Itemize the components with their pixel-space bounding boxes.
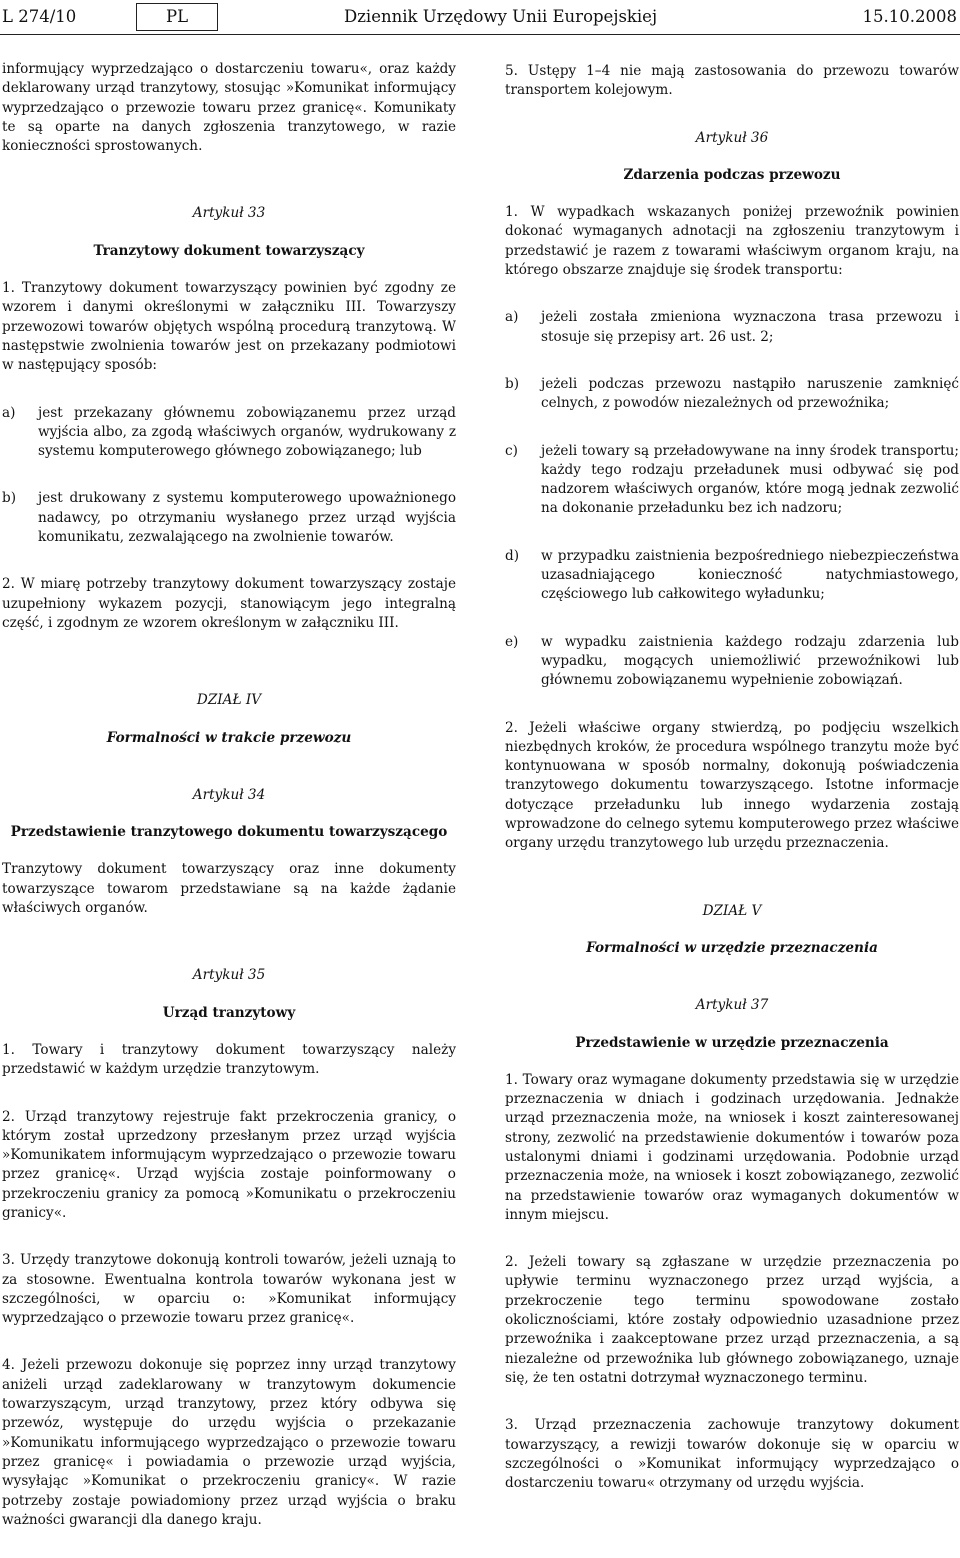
article-35-label: Artykuł 35: [192, 967, 266, 984]
right-column: [505, 62, 959, 1521]
list-item-text: jeżeli towary są przeładowywane na inny środek transportu; każdy tego rodzaju przeładunek musi odbywać się pod nadzorem właściwych organów, które mogą jednak zezwolić na dokonanie przeładunku bez ich nadzoru;: [541, 442, 959, 517]
list-item-label: b): [505, 375, 520, 392]
article-33-paragraph-1: 1. Tranzytowy dokument towarzyszący powinien być zgodny ze wzorem i danymi określonymi w załączniku III. Towarzyszy przewozowi towarów objętych wspólną procedurą tranzytową. W następstwie zwolnienia towarów jest on przekazany podmiotowi w następujący sposób:: [2, 280, 456, 374]
section-4-title: Formalności w trakcie przewozu: [106, 729, 352, 746]
intro-paragraph: informujący wyprzedzająco o dostarczeniu towaru«, oraz każdy deklarowany urząd tranzytowy, stosując »Komunikat informujący wyprzedzająco o przewozie towaru przez granicę«. Komunikaty te są oparte na danych zgłoszenia tranzytowego, w razie konieczności sprostowanych.: [2, 61, 456, 155]
list-item-text: w przypadku zaistnienia bezpośredniego niebezpieczeństwa uzasadniającego konieczność natychmiastowego, częściowego lub całkowitego wyładunku;: [541, 547, 959, 603]
section-5-label: DZIAŁ V: [702, 902, 762, 919]
list-item: [505, 547, 959, 605]
list-item-label: c): [505, 442, 518, 459]
list-item: [505, 375, 959, 414]
article-35-paragraph-3: 3. Urzędy tranzytowe dokonują kontroli towarów, jeżeli uznają to za stosowne. Ewentualna kontrola towarów wykonana jest w szczególności, w oparciu o: »Komunikat informujący wyprzedzająco o przewozie towaru przez granicę«.: [2, 1252, 456, 1327]
article-37-paragraph-2: 2. Jeżeli towary są zgłaszane w urzędzie przeznaczenia po upływie terminu wyznaczonego przez urząd wyjścia, a przekroczenie tego terminu spowodowane zostało okolicznościami, które zostały odpowiednio uzasadnione przez przewoźnika i zaakceptowane przez urząd przeznaczenia, a są niezależne od przewoźnika lub głównego zobowiązanego, uznaje się, że ten ostatni dotrzymał wyznaczonego terminu.: [505, 1254, 959, 1386]
article-33-paragraph-2: 2. W miarę potrzeby tranzytowy dokument towarzyszący zostaje uzupełniony wykazem pozycji, stanowiącym jego integralną część, i zgodnym ze wzorem określonym w załączniku III.: [2, 576, 456, 631]
list-item-label: a): [505, 309, 519, 326]
list-item: [2, 489, 456, 547]
journal-title: Dziennik Urzędowy Unii Europejskiej: [344, 7, 658, 26]
language-badge: PL: [136, 3, 218, 31]
list-item-text: jest przekazany głównemu zobowiązanemu przez urząd wyjścia albo, za zgodą właściwych organów, wydrukowany z systemu komputerowego głównego zobowiązanego; lub: [38, 404, 456, 460]
section-4-label: DZIAŁ IV: [196, 692, 262, 709]
article-33-label: Artykuł 33: [192, 205, 266, 222]
article-37-label: Artykuł 37: [695, 997, 769, 1014]
list-item-text: w wypadku zaistnienia każdego rodzaju zdarzenia lub wypadku, mogących uniemożliwić przewoźnikowi lub głównemu zobowiązanemu wypełnienie zobowiązań.: [541, 633, 959, 689]
list-item: [505, 308, 959, 347]
publication-date: 15.10.2008: [862, 7, 957, 26]
list-item-text: jest drukowany z systemu komputerowego upoważnionego nadawcy, po otrzymaniu wysłanego przez urząd wyjścia komunikatu, zezwalającego na zwolnienie towarów.: [38, 490, 456, 546]
list-item: [505, 442, 959, 519]
list-item: [2, 404, 456, 462]
article-36-label: Artykuł 36: [695, 129, 769, 146]
article-34-title: Przedstawienie tranzytowego dokumentu towarzyszącego: [10, 824, 448, 841]
article-35-paragraph-1: 1. Towary i tranzytowy dokument towarzyszący należy przedstawić w każdym urzędzie tranzytowym.: [2, 1041, 456, 1078]
list-item-label: b): [2, 490, 17, 507]
article-37-title: Przedstawienie w urzędzie przeznaczenia: [575, 1034, 889, 1051]
article-36-paragraph-1: 1. W wypadkach wskazanych poniżej przewoźnik powinien dokonać wymaganych adnotacji na zgłoszeniu tranzytowym i przedstawić je razem z towarami właściwym organom kraju, na którego obszarze znajduje się środek transportu:: [505, 204, 959, 279]
list-item-text: jeżeli podczas przewozu nastąpiło naruszenie zamknięć celnych, z powodów niezależnych od przewoźnika;: [541, 375, 959, 412]
list-item-label: a): [2, 404, 16, 421]
section-5-title: Formalności w urzędzie przeznaczenia: [586, 939, 878, 956]
article-34-label: Artykuł 34: [192, 786, 266, 803]
article-35-paragraph-4: 4. Jeżeli przewozu dokonuje się poprzez inny urząd tranzytowy aniżeli urząd zadeklarowany w tranzytowym dokumencie towarzyszącym, urząd tranzytowy, przez który odbywa się przewóz, występuje do urzędu wyjścia o przekazanie »Komunikatu informującego wyprzedzająco o przewozie towaru przez granicę« i powiadamia o przewozie urząd wyjścia, wysyłając »Komunikat o przekroczeniu granicy«. W razie potrzeby zostaje powiadomiony przez urząd wyjścia o braku ważności gwarancji dla danego kraju.: [2, 1357, 456, 1528]
article-33-title: Tranzytowy dokument towarzyszący: [93, 242, 365, 259]
page-header: [0, 0, 960, 34]
list-item: [505, 633, 959, 691]
list-item-text: jeżeli została zmieniona wyznaczona trasa przewozu i stosuje się przepisy art. 26 ust. 2;: [541, 309, 959, 345]
list-item-label: d): [505, 547, 520, 564]
list-item-label: e): [505, 633, 519, 650]
article-34-paragraph: Tranzytowy dokument towarzyszący oraz inne dokumenty towarzyszące towarom przedstawiane są na każde żądanie właściwych organów.: [2, 861, 456, 917]
article-36-title: Zdarzenia podczas przewozu: [623, 166, 841, 183]
left-column: [2, 60, 456, 1558]
article-36-paragraph-2: 2. Jeżeli właściwe organy stwierdzą, po podjęciu wszelkich niezbędnych kroków, że procedura wspólnego tranzytu może być kontynuowana w sposób normalny, dokonują poświadczenia tranzytowego dokumentu towarzyszącego. Istotne informacje dotyczące przeładunku lub innego wydarzenia zostają wprowadzone do celnego sytemu komputerowego przez właściwe organy urzędu tranzytowego lub urzędu przeznaczenia.: [505, 719, 959, 852]
article-37-paragraph-1: 1. Towary oraz wymagane dokumenty przedstawia się w urzędzie przeznaczenia w dniach i godzinach urzędowania. Jednakże urząd przeznaczenia może, na wniosek i koszt zainteresowanej strony, zezwolić na przedstawienie dokumentów i towarów poza ustalonymi dniami i godzinami urzędowania. Podobnie urząd przeznaczenia może, na wniosek i koszt zobowiązanego, zezwolić na przedstawienie towarów oraz wymaganych dokumentów w innym miejscu.: [505, 1071, 959, 1223]
article-35-title: Urząd tranzytowy: [162, 1004, 296, 1021]
article-37-paragraph-3: 3. Urząd przeznaczenia zachowuje tranzytowy dokument towarzyszący, a rewizji towarów dokonuje się w oparciu w szczególności o »Komunikat informujący wyprzedzająco o dostarczeniu towaru« otrzymany od urzędu wyjścia.: [505, 1417, 959, 1492]
page-reference: L 274/10: [2, 7, 77, 26]
header-rule: [0, 34, 960, 35]
article-35-paragraph-2: 2. Urząd tranzytowy rejestruje fakt przekroczenia granicy, o którym został uprzedzony przesłanym przez urząd wyjścia »Komunikatem informującym wyprzedzająco o przewozie towaru przez granicę«. Urząd wyjścia zostaje poinformowany o przekroczeniu granicy za pomocą »Komunikatu o przekroczeniu granicy«.: [2, 1108, 456, 1221]
paragraph-5: 5. Ustępy 1–4 nie mają zastosowania do przewozu towarów transportem kolejowym.: [505, 63, 959, 99]
